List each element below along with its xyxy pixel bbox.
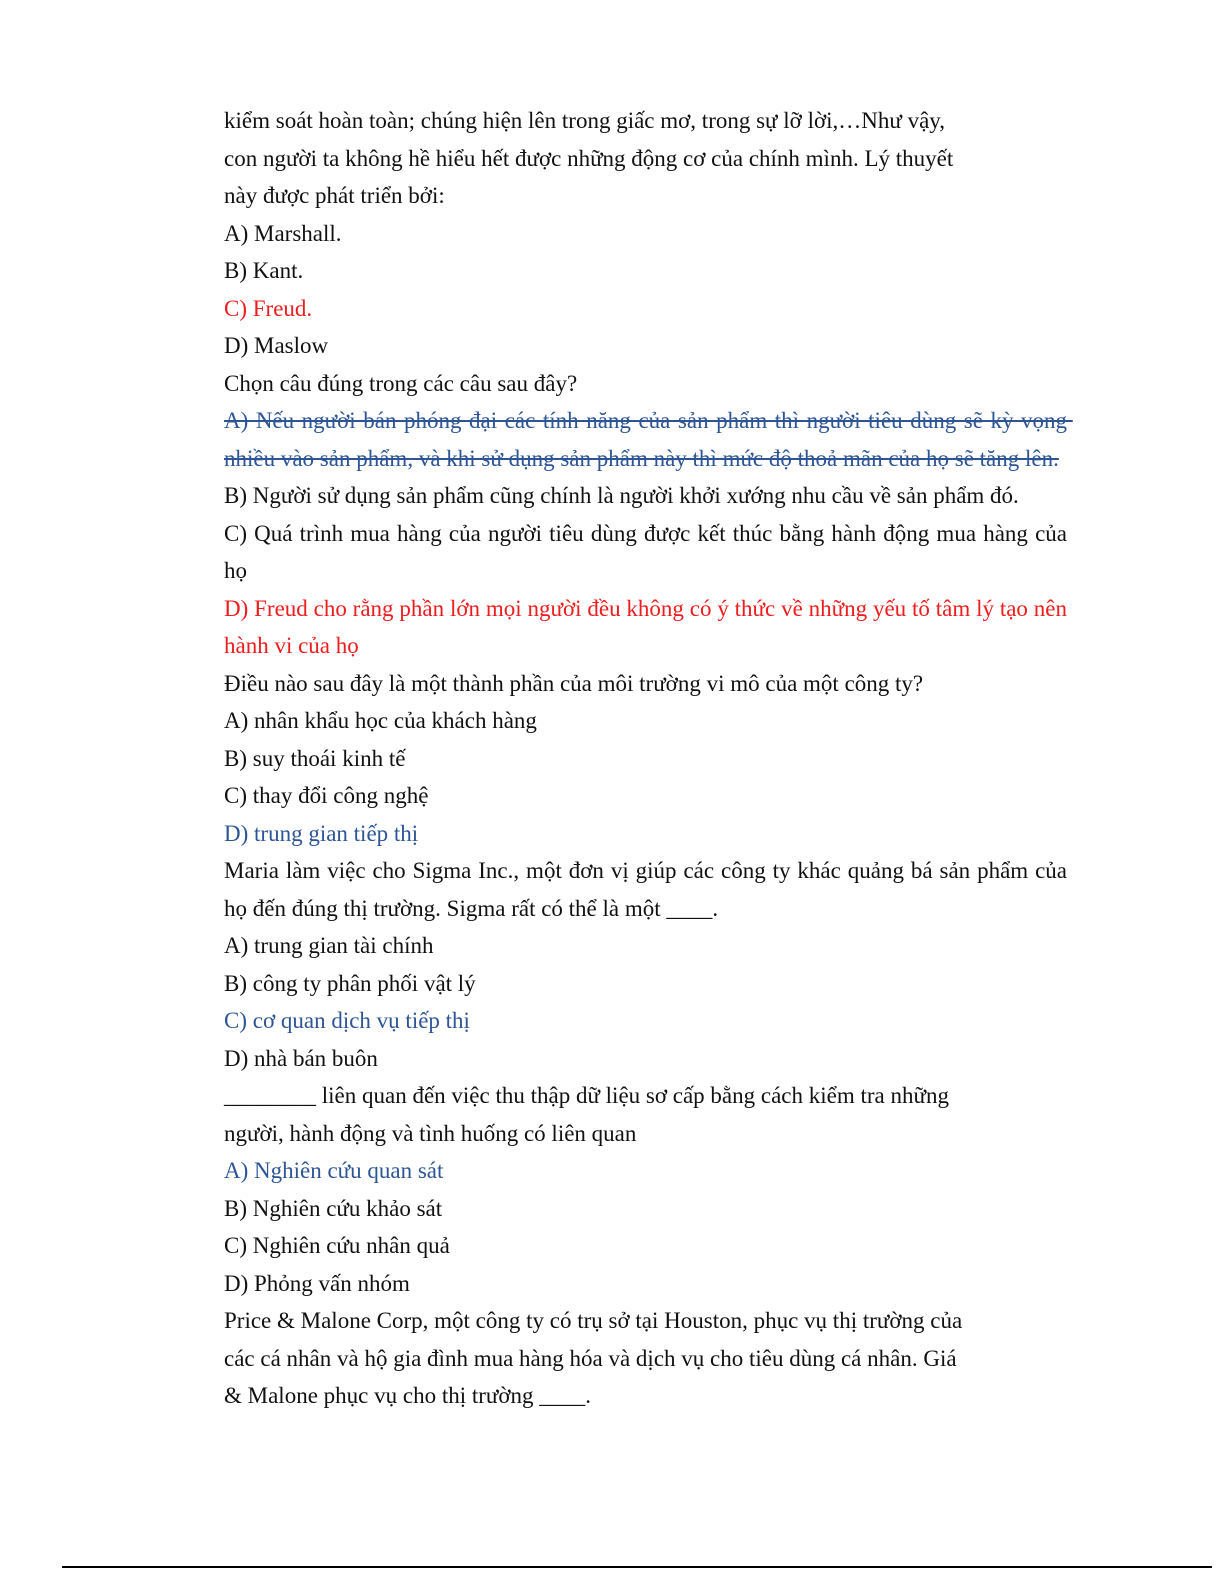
body-line: con người ta không hề hiểu hết được những động cơ của chính mình. Lý thuyết [224,145,954,171]
option-line: C) thay đổi công nghệ [224,783,429,808]
answer-option-red: D) Freud cho rằng phần lớn mọi người đều không có ý thức về những yếu tố tâm lý tạo nên hành vi của họ [224,595,1073,658]
option-line: A) Marshall. [224,220,342,246]
option-line: C) Nghiên cứu nhân quả [224,1233,450,1258]
option-line: D) nhà bán buôn [224,1045,378,1071]
body-line: này được phát triển bởi: [224,183,445,208]
question-line: Price & Malone Corp, một công ty có trụ sở tại Houston, phục vụ thị trường của [224,1308,963,1333]
struck-option: A) Nếu người bán phóng đại các tính năng của sản phẩm thì người tiêu dùng sẽ kỳ vọng nhiều vào sản phẩm, và khi sử dụng sản phẩm này thì mức độ thoả mãn của họ sẽ tăng lên. [224,408,1073,471]
option-line: B) suy thoái kinh tế [224,745,406,771]
answer-option-blue: A) Nghiên cứu quan sát [224,1158,444,1183]
question-line: Điều nào sau đây là một thành phần của môi trường vi mô của một công ty? [224,670,924,696]
option-line: A) nhân khẩu học của khách hàng [224,708,537,733]
question-line: Maria làm việc cho Sigma Inc., một đơn vị giúp các công ty khác quảng bá sản phẩm của họ đến đúng thị trường. Sigma rất có thể là một ____. [224,858,1073,921]
question-line: & Malone phục vụ cho thị trường ____. [224,1383,592,1408]
page-content [224,102,1073,1415]
option-line: D) Maslow [224,333,329,358]
question-line: các cá nhân và hộ gia đình mua hàng hóa và dịch vụ cho tiêu dùng cá nhân. Giá [224,1345,957,1371]
question-line: ________ liên quan đến việc thu thập dữ liệu sơ cấp bằng cách kiểm tra những [224,1083,949,1108]
option-line: D) Phỏng vấn nhóm [224,1270,410,1296]
option-line: B) Kant. [224,258,304,283]
option-line: B) công ty phân phối vật lý [224,970,476,996]
option-line: C) Quá trình mua hàng của người tiêu dùng được kết thúc bằng hành động mua hàng của họ [224,520,1073,583]
option-line: B) Nghiên cứu khảo sát [224,1195,443,1221]
body-line: kiểm soát hoàn toàn; chúng hiện lên trong giấc mơ, trong sự lỡ lời,…Như vậy, [224,108,946,133]
question-line: Chọn câu đúng trong các câu sau đây? [224,370,578,396]
question-line: người, hành động và tình huống có liên quan [224,1120,637,1146]
option-line: B) Người sử dụng sản phẩm cũng chính là người khởi xướng nhu cầu về sản phẩm đó. [224,483,1019,508]
answer-option-red: C) Freud. [224,295,313,321]
answer-option-blue: C) cơ quan dịch vụ tiếp thị [224,1008,470,1033]
answer-option-blue: D) trung gian tiếp thị [224,820,419,846]
option-line: A) trung gian tài chính [224,933,434,958]
page-bottom-rule [62,1566,1212,1568]
